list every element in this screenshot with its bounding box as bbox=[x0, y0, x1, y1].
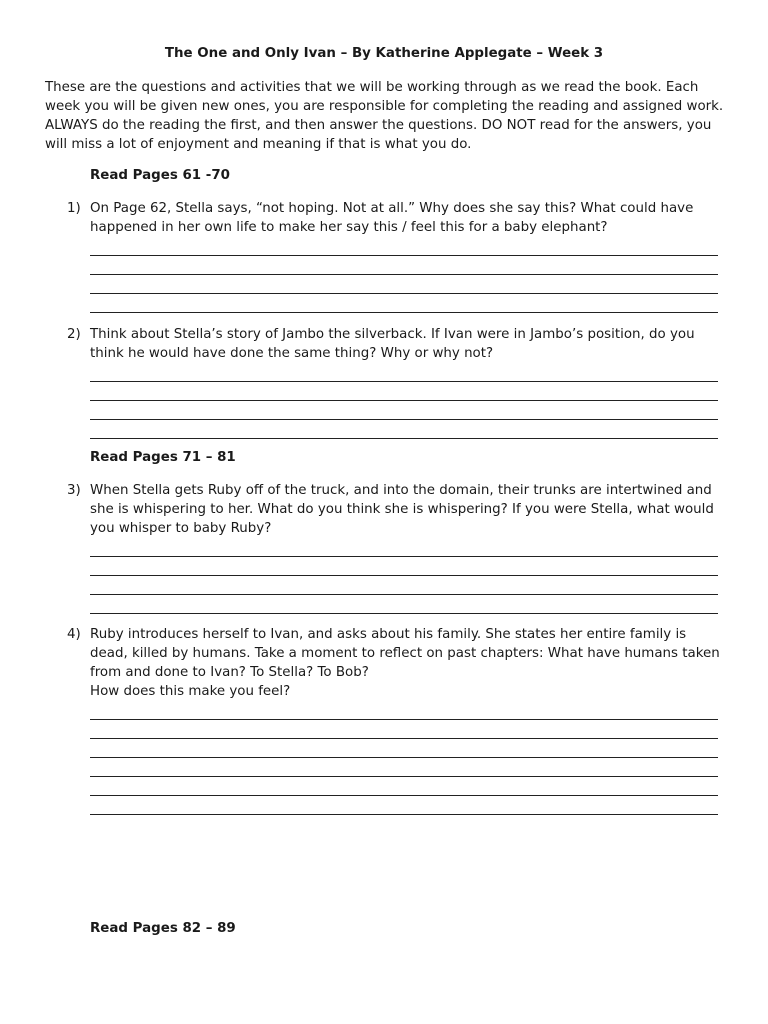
question-followup-text: How does this make you feel? bbox=[90, 684, 291, 699]
question-3 bbox=[67, 481, 727, 614]
question-text: Think about Stella’s story of Jambo the silverback. If Ivan were in Jambo’s position, do you think he would have done the same thing? Why or why not? bbox=[90, 327, 695, 361]
answer-line[interactable] bbox=[90, 363, 718, 382]
question-number: 4) bbox=[67, 627, 81, 642]
question-1 bbox=[67, 199, 727, 313]
question-text: Ruby introduces herself to Ivan, and asks about his family. She states her entire family is dead, killed by humans. Take a moment to reflect on past chapters: What have humans taken from and done to Ivan? To Stella? To Bob? bbox=[90, 627, 720, 680]
answer-lines[interactable] bbox=[90, 701, 727, 815]
page-title: The One and Only Ivan – By Katherine Applegate – Week 3 bbox=[164, 46, 604, 61]
answer-lines[interactable] bbox=[90, 538, 727, 614]
answer-line[interactable] bbox=[90, 796, 718, 815]
answer-line[interactable] bbox=[90, 294, 718, 313]
answer-line[interactable] bbox=[90, 739, 718, 758]
answer-lines[interactable] bbox=[90, 363, 727, 439]
section-heading-3: Read Pages 82 – 89 bbox=[90, 921, 236, 936]
section-heading-1: Read Pages 61 -70 bbox=[90, 168, 230, 183]
answer-line[interactable] bbox=[90, 777, 718, 796]
section-heading-2: Read Pages 71 – 81 bbox=[90, 450, 236, 465]
question-number: 1) bbox=[67, 201, 81, 216]
answer-line[interactable] bbox=[90, 275, 718, 294]
answer-line[interactable] bbox=[90, 576, 718, 595]
answer-line[interactable] bbox=[90, 420, 718, 439]
answer-line[interactable] bbox=[90, 758, 718, 777]
answer-lines[interactable] bbox=[90, 237, 727, 313]
question-number: 3) bbox=[67, 483, 81, 498]
answer-line[interactable] bbox=[90, 720, 718, 739]
intro-paragraph: These are the questions and activities that we will be working through as we read the book. Each week you will be given new ones, you are responsible for completing the reading and assigned work. ALWAYS do the reading the first, and then answer the questions. DO NOT read for the answers, you will miss a lot of enjoyment and meaning if that is what you do. bbox=[45, 80, 724, 152]
question-text: On Page 62, Stella says, “not hoping. Not at all.” Why does she say this? What could have happened in her own life to make her say this / feel this for a baby elephant? bbox=[90, 201, 694, 235]
answer-line[interactable] bbox=[90, 538, 718, 557]
answer-line[interactable] bbox=[90, 401, 718, 420]
answer-line[interactable] bbox=[90, 382, 718, 401]
answer-line[interactable] bbox=[90, 237, 718, 256]
answer-line[interactable] bbox=[90, 701, 718, 720]
answer-line[interactable] bbox=[90, 595, 718, 614]
question-number: 2) bbox=[67, 327, 81, 342]
question-2 bbox=[67, 325, 727, 439]
answer-line[interactable] bbox=[90, 256, 718, 275]
question-text: When Stella gets Ruby off of the truck, and into the domain, their trunks are intertwined and she is whispering to her. What do you think she is whispering? If you were Stella, what would you whisper to baby Ruby? bbox=[90, 483, 714, 536]
answer-line[interactable] bbox=[90, 557, 718, 576]
question-4 bbox=[67, 625, 727, 815]
